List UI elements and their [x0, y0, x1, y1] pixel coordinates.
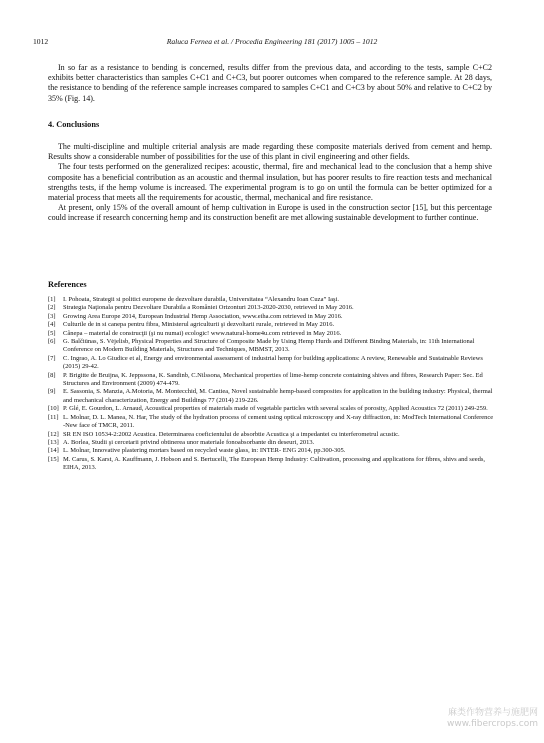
reference-item — [48, 447, 496, 455]
reference-text: A. Borlea, Studii şi cercetarii privind obtinerea unor materiale fonoabsorbante din deseuri, 2013. — [63, 438, 315, 446]
reference-text: L. Molnar, Innovative plastering mortars based on recycled waste glass, in: INTER- ENG 2014, pp.300-305. — [63, 447, 346, 455]
reference-number: [14] — [48, 447, 59, 455]
reference-text: Strategia Naţionala pentru Dezvoltare Durabila a României Orizonturi 2013-2020-2030, retrieved in May 2016. — [63, 304, 354, 312]
reference-item — [48, 388, 496, 405]
reference-item — [48, 405, 496, 413]
reference-number: [9] — [48, 388, 56, 396]
reference-text: Growing Area Europe 2014, European Industrial Hemp Association, www.eiha.com retrieved in May 2016. — [63, 312, 343, 320]
reference-number: [6] — [48, 338, 56, 346]
reference-text: SR EN ISO 10534-2:2002 Acustica. Determinarea coeficientului de absorbtie Acustica şi a impedantei cu interferometrul acustic. — [63, 430, 400, 438]
watermark-line: 麻类作物营养与施肥网 — [447, 708, 538, 718]
reference-number: [12] — [48, 430, 59, 438]
page-number: 1012 — [33, 37, 49, 46]
reference-number: [13] — [48, 438, 59, 446]
reference-number: [3] — [48, 312, 56, 320]
reference-item — [48, 431, 496, 439]
section-heading-references: References — [48, 280, 87, 289]
reference-item — [48, 296, 496, 304]
running-header — [33, 37, 511, 49]
section-heading-conclusions: 4. Conclusions — [48, 120, 100, 129]
reference-number: [10] — [48, 405, 59, 413]
reference-number: [5] — [48, 329, 56, 337]
reference-text: M. Carus, S. Karst, A. Kauffmann, J. Hobson and S. Bertucelli, The European Hemp Industry: Cultivation, processing and applications for fibres, shivs and seeds, EIHA, 2013. — [63, 455, 486, 472]
reference-text: E. Sassonia, S. Manzia, A.Motoria, M. Montecchid, M. Cantiea, Novel sustainable hemp-based composites for application in the building industry: Physical, thermal and mechanical characterization, Energy and Buildings 77 (2014) 219-226. — [63, 388, 493, 404]
reference-text: Culturile de in si canepa pentru fibra, Ministerul agriculturii şi dezvoltarii rurale, retrieved in May 2016. — [63, 321, 335, 329]
reference-text: G. Balčiūnas, S. Vėjelisb, Physical Properties and Structure of Composite Made by Using Hemp Hurds and Different Binding Materials, in: 11th International Conference on Modern Building Materials, Structures and Techniques, MBMST, 2013. — [63, 338, 475, 354]
reference-list — [48, 296, 496, 473]
paragraph: The four tests performed on the generalized recipes: acoustic, thermal, fire and mechanical lead to the conclusion that a hemp shive composite has a beneficial contribution as an acoustic and thermal insulation, but has poorer results to fire reaction tests and mechanical strengths tests, if the hemp volume is increased. The experimental program is to go on until the formula can be better optimized for a material process that meets all the requirements for acoustic, thermal, mechanical and fire resistance. — [48, 162, 492, 203]
intro-paragraph — [48, 63, 492, 104]
watermark — [447, 708, 538, 730]
reference-text: L. Molnar, D. L. Manea, N. Har, The study of the hydration process of cement using optical microscopy and X-ray diffraction, in: ModTech International Conference -New face of TMCR, 2011. — [63, 413, 494, 430]
paragraph: The multi-discipline and multiple criterial analysis are made regarding these composite materials derived from cement and hemp. Results show a considerable number of possibilities for the use of this plant in civil engineering and other fields. — [48, 142, 492, 162]
reference-number: [2] — [48, 304, 56, 312]
reference-number: [4] — [48, 321, 56, 329]
reference-number: [7] — [48, 354, 56, 362]
watermark-line: www.fibercrops.com — [447, 719, 538, 729]
reference-number: [8] — [48, 371, 56, 379]
reference-text: P. Glé, E. Gourdon, L. Arnaud, Acoustical properties of materials made of vegetable particles with several scales of porosity, Applied Acoustics 72 (2011) 249-259. — [63, 405, 488, 413]
reference-item — [48, 338, 496, 355]
reference-text: Cânepa – material de construcţii (şi nu numai) ecologic! www.natural-home4u.com retrieved in May 2016. — [63, 329, 342, 337]
reference-number: [15] — [48, 455, 59, 463]
reference-number: [1] — [48, 296, 56, 303]
conclusions-body — [48, 142, 492, 224]
reference-text: I. Pohoata, Strategii si politici europene de dezvoltare durabila, Universitatea “Alexandru Ioan Cuza” Iaşi. — [63, 296, 339, 303]
reference-number: [11] — [48, 413, 59, 421]
reference-item — [48, 313, 496, 321]
paragraph: In so far as a resistance to bending is concerned, results differ from the previous data, and according to the tests, sample C+C2 exhibits better characteristics than samples C+C1 and C+C3, but poorer outcomes when compared to the reference sample. At 28 days, the resistance to bending of the reference sample increases compared to samples C+C1 and C+C3 by about 50% and relative to C+C2 by 35% (Fig. 14). — [48, 63, 492, 103]
reference-item — [48, 456, 496, 473]
running-head: Raluca Fernea et al. / Procedia Engineering 181 (2017) 1005 – 1012 — [166, 37, 378, 46]
reference-item — [48, 304, 496, 312]
reference-item — [48, 321, 496, 329]
reference-item — [48, 355, 496, 372]
reference-text: P. Brigitte de Bruijna, K. Jeppssona, K. Sandinb, C.Nilssona, Mechanical properties of lime-hemp concrete containing shives and fibres, Research Paper: Sec. Ed Structures and Environment (2009) 474-479. — [63, 371, 483, 388]
paragraph: At present, only 15% of the overall amount of hemp cultivation in Europe is used in the construction sector [15], but this percentage could increase if research concerning hemp and its construction benefit are met allowing sustainable development to further continue. — [48, 203, 492, 223]
reference-text: C. Ingrao, A. Lo Giudice et al, Energy and environmental assessment of industrial hemp for building applications: A review, Renewable and Sustainable Reviews (2015) 29-42. — [63, 354, 483, 371]
reference-item — [48, 414, 496, 431]
reference-item — [48, 330, 496, 338]
reference-item — [48, 372, 496, 389]
reference-item — [48, 439, 496, 447]
